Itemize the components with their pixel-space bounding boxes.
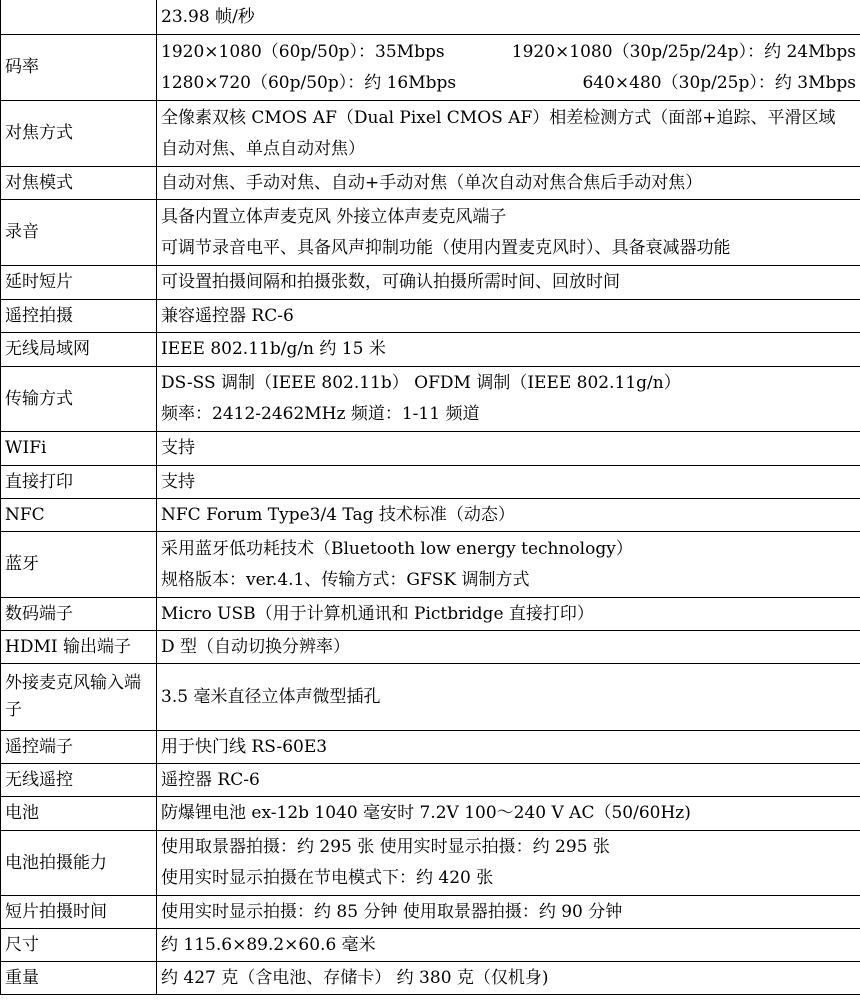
value-line: 支持 — [161, 438, 195, 458]
table-row — [1, 101, 860, 167]
row-label: 码率 — [1, 35, 157, 101]
table-row — [1, 929, 860, 962]
row-value — [157, 731, 860, 764]
row-label: 电池 — [1, 797, 157, 831]
table-row — [1, 167, 860, 200]
row-value — [157, 664, 860, 731]
row-value — [157, 367, 860, 432]
row-value — [157, 0, 860, 35]
value-line: 兼容遥控器 RC-6 — [161, 305, 294, 326]
value-line: 使用实时显示拍摄：约 85 分钟 使用取景器拍摄：约 90 分钟 — [161, 901, 623, 922]
value-part: 640×480（30p/25p）：约 3Mbps — [582, 72, 856, 93]
row-label: WIFi — [1, 432, 157, 466]
table-row — [1, 731, 860, 764]
row-value — [157, 466, 860, 499]
table-row — [1, 432, 860, 466]
row-label: 数码端子 — [1, 598, 157, 631]
value-line: 频率：2412-2462MHz 频道：1-11 频道 — [161, 404, 480, 424]
row-label: 蓝牙 — [1, 532, 157, 598]
value-line: 遥控器 RC-6 — [161, 769, 260, 790]
row-label: 无线遥控 — [1, 764, 157, 797]
value-line: 约 115.6×89.2×60.6 毫米 — [161, 934, 376, 955]
row-value — [157, 300, 860, 333]
value-line: 可调节录音电平、具备风声抑制功能（使用内置麦克风时）、具备衰减器功能 — [161, 237, 731, 258]
value-line: Micro USB（用于计算机通讯和 Pictbridge 直接打印） — [161, 603, 594, 624]
row-value — [157, 266, 860, 300]
row-value — [157, 896, 860, 929]
table-row — [1, 266, 860, 300]
value-line: 可设置拍摄间隔和拍摄张数，可确认拍摄所需时间、回放时间 — [161, 272, 620, 292]
table-row — [1, 764, 860, 797]
value-line: 具备内置立体声麦克风 外接立体声麦克风端子 — [161, 206, 507, 227]
row-label: 传输方式 — [1, 367, 157, 432]
row-value — [157, 35, 860, 101]
table-row — [1, 367, 860, 432]
value-line — [161, 37, 856, 68]
row-label — [1, 0, 157, 35]
value-part: 1920×1080（60p/50p）：35Mbps — [161, 41, 445, 62]
table-row — [1, 466, 860, 499]
row-label: 外接麦克风输入端子 — [1, 664, 157, 731]
value-line: 使用取景器拍摄：约 295 张 使用实时显示拍摄：约 295 张 — [161, 837, 610, 857]
row-value — [157, 200, 860, 266]
row-value — [157, 929, 860, 962]
row-label: 对焦方式 — [1, 101, 157, 167]
row-value — [157, 797, 860, 831]
row-label: 尺寸 — [1, 929, 157, 962]
row-label: 无线局域网 — [1, 333, 157, 367]
row-value — [157, 532, 860, 598]
table-row — [1, 962, 860, 995]
table-row — [1, 200, 860, 266]
row-value — [157, 432, 860, 466]
value-line: IEEE 802.11b/g/n 约 15 米 — [161, 339, 386, 359]
value-line: 支持 — [161, 471, 195, 492]
value-line: 防爆锂电池 ex-12b 1040 毫安时 7.2V 100～240 V AC（50/60Hz) — [161, 803, 691, 823]
row-label: 短片拍摄时间 — [1, 896, 157, 929]
row-label: 录音 — [1, 200, 157, 266]
row-value — [157, 167, 860, 200]
table-row — [1, 0, 860, 35]
value-line: NFC Forum Type3/4 Tag 技术标准（动态） — [161, 504, 515, 525]
row-value — [157, 598, 860, 631]
row-value — [157, 101, 860, 167]
table-row — [1, 831, 860, 896]
row-label: 对焦模式 — [1, 167, 157, 200]
value-line: D 型（自动切换分辨率） — [161, 636, 351, 657]
value-line: 3.5 毫米直径立体声微型插孔 — [161, 686, 381, 707]
value-line: 全像素双核 CMOS AF（Dual Pixel CMOS AF）相差检测方式（面部+追踪、平滑区域 — [161, 107, 836, 128]
table-row — [1, 499, 860, 532]
table-row — [1, 797, 860, 831]
table-row — [1, 598, 860, 631]
table-row — [1, 631, 860, 664]
row-label: NFC — [1, 499, 157, 532]
table-row — [1, 35, 860, 101]
row-value — [157, 831, 860, 896]
value-line: 23.98 帧/秒 — [161, 6, 255, 27]
value-line: 自动对焦、手动对焦、自动+手动对焦（单次自动对焦合焦后手动对焦） — [161, 172, 703, 193]
value-line: 使用实时显示拍摄在节电模式下：约 420 张 — [161, 868, 494, 888]
value-part: 1280×720（60p/50p）：约 16Mbps — [161, 72, 457, 93]
row-value — [157, 764, 860, 797]
row-label: 电池拍摄能力 — [1, 831, 157, 896]
value-part: 1920×1080（30p/25p/24p）：约 24Mbps — [511, 41, 856, 62]
spec-table-body — [1, 0, 860, 995]
value-line: DS-SS 调制（IEEE 802.11b） OFDM 调制（IEEE 802.11g/n） — [161, 373, 681, 393]
row-value — [157, 333, 860, 367]
row-value — [157, 631, 860, 664]
value-line: 用于快门线 RS-60E3 — [161, 736, 328, 757]
table-row — [1, 664, 860, 731]
value-line: 采用蓝牙低功耗技术（Bluetooth low energy technology） — [161, 538, 633, 559]
value-line: 自动对焦、单点自动对焦） — [161, 138, 365, 159]
row-label: 延时短片 — [1, 266, 157, 300]
value-line — [161, 68, 856, 99]
row-label: 直接打印 — [1, 466, 157, 499]
table-row — [1, 300, 860, 333]
row-label: HDMI 输出端子 — [1, 631, 157, 664]
table-row — [1, 333, 860, 367]
row-label: 重量 — [1, 962, 157, 995]
table-row — [1, 532, 860, 598]
value-line: 约 427 克（含电池、存储卡） 约 380 克（仅机身) — [161, 967, 549, 988]
row-label: 遥控拍摄 — [1, 300, 157, 333]
row-label: 遥控端子 — [1, 731, 157, 764]
table-row — [1, 896, 860, 929]
row-value — [157, 962, 860, 995]
value-line: 规格版本：ver.4.1、传输方式：GFSK 调制方式 — [161, 569, 530, 590]
row-value — [157, 499, 860, 532]
